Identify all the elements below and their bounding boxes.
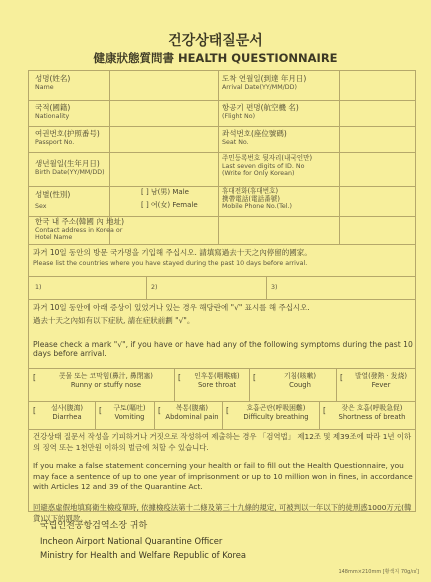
symptoms-intro-zh: 過去十天之內如有以下症狀, 請在症狀前劃 "√"。 [33,315,195,325]
symptom-checkbox[interactable]: [ [33,373,36,382]
rule [249,368,250,401]
symptom-difficulty-breathing-ko: 호흡곤란(呼吸困難) [246,404,306,412]
symptom-fever[interactable] [347,372,415,390]
rule [29,429,415,430]
symptom-checkbox[interactable]: [ [33,406,36,415]
rule [29,276,415,277]
title-mixed: 健康狀態質問書 HEALTH QUESTIONNAIRE [93,51,338,65]
symptom-checkbox[interactable]: [ [226,406,229,415]
penalty-notice-en: If you make a false statement concerning your health or fail to fill out the Health Questionnaire, you may face a sentence of up to one year of imprisonment or up to 10 million won in fines, in accordance with Articles 12 and 39 of the Quarantine Act. [33,461,413,492]
symptom-cough-en: Cough [289,380,311,389]
address-input[interactable] [119,218,415,243]
symptom-checkbox[interactable]: [ [99,406,102,415]
country-slot-2[interactable]: 2) [151,284,158,291]
symptoms-intro-en: Please check a mark "√", if you have or have had any of the following symptoms during the past 10 days before arrival. [33,340,413,359]
symptom-shortness-of-breath-ko: 잦은 호흡(呼吸急促) [341,404,403,412]
addressee-ko: 국립인천공항검역소장 귀하 [40,521,148,531]
countries-prompt-ko: 과거 10일 동안의 방문 국가명을 기입해 주십시오. 請填寫過去十天之內停留的國家。 [33,248,312,257]
field-name-en: Name [35,83,54,91]
symptom-fever-ko: 발열(發熱 · 发烧) [354,372,408,380]
symptom-runny-nose-en: Runny or stuffy nose [70,380,142,389]
symptom-sore-throat[interactable] [186,372,248,390]
symptom-sore-throat-en: Sore throat [197,380,237,389]
sex-female-checkbox[interactable]: [ ] 여(女) Female [141,201,198,209]
field-flight-ko: 항공기 편명(航空機 名) [222,103,299,112]
countries-prompt-en: Please list the countries where you have stayed during the past 10 days before arrival. [33,259,308,267]
seat-input[interactable] [340,127,416,151]
symptom-runny-nose[interactable] [41,372,171,390]
symptom-diarrhea[interactable] [39,404,95,422]
addressee-en1: Incheon Airport National Quarantine Officer [40,536,223,546]
field-sex [35,191,70,210]
field-id-number-en: Last seven digits of ID. No [222,162,305,170]
field-sex-ko: 성별(性別) [35,190,71,199]
field-id-number [222,155,312,177]
penalty-notice-zh: 回避惑虛假地填寫衛生檢疫單時, 依據檢疫法第十二條及第三十九條的規定, 可被判以一年以下的徒刑惑1000万元(韓貨)以下的罰款。 [33,503,412,523]
field-passport-en: Passport No. [35,138,75,146]
symptom-runny-nose-ko: 콧물 또는 코막힘(鼻汁, 鼻閉塞) [59,372,153,380]
field-seat-ko: 좌석번호(座位號碼) [222,129,287,138]
rule [222,401,223,429]
symptom-difficulty-breathing-en: Difficulty breathing [243,412,309,421]
symptom-abdominal-pain[interactable] [162,404,222,422]
field-id-number-ko: 주민등록번호 뒷자리(내국인만) [222,154,313,162]
symptom-shortness-of-breath-en: Shortness of breath [338,412,406,421]
nationality-input[interactable] [110,101,217,125]
symptom-cough-ko: 기침(咳嗽) [283,372,317,380]
symptom-checkbox[interactable]: [ [158,406,161,415]
country-slot-1[interactable]: 1) [35,284,42,291]
symptom-checkbox[interactable]: [ [323,406,326,415]
field-sex-en: Sex [35,202,47,210]
symptom-checkbox[interactable]: [ [178,373,181,382]
symptom-sore-throat-ko: 인후통(咽喉痛) [194,372,240,380]
countries-prompt [33,249,312,267]
rule [29,299,415,300]
symptom-checkbox[interactable]: [ [340,373,343,382]
symptom-vomiting[interactable] [105,404,154,422]
mobile-input[interactable] [340,187,416,215]
rule [174,368,175,401]
field-birth-date-ko: 생년월일(生年月日) [35,159,100,168]
field-passport [35,130,100,146]
field-arrival-date-ko: 도착 연월일(到達 年月日) [222,74,307,83]
field-mobile-zh: 携帶電話(電話番號) [222,194,280,203]
rule [336,368,337,401]
field-arrival-date [222,75,306,91]
field-address-ko: 한국 내 주소(韓國 內 地址) [35,217,125,226]
field-arrival-date-en: Arrival Date(YY/MM/DD) [222,83,297,91]
name-input[interactable] [110,72,217,99]
symptom-checkbox[interactable]: [ [253,373,256,382]
field-birth-date-en: Birth Date(YY/MM/DD) [35,168,105,176]
symptoms-intro [33,304,310,329]
arrival-date-input[interactable] [340,72,416,99]
addressee-en2: Ministry for Health and Welfare Republic of Korea [40,550,247,560]
paper-spec-footer: 148mm×210mm [황색지 70g/㎡] [338,569,419,575]
field-address-en2: Hotel Name [35,233,73,241]
field-name [35,75,70,91]
symptom-abdominal-pain-en: Abdominal pain [165,412,219,421]
rule [95,401,96,429]
symptoms-intro-ko: 과거 10일 동안에 아래 증상이 있었거나 있는 경우 해당란에 "√" 표시를 해 주십시오. [33,303,310,312]
field-nationality-ko: 국적(國籍) [35,103,71,112]
symptom-cough[interactable] [265,372,335,390]
field-name-ko: 성명(姓名) [35,74,71,83]
field-seat [222,130,287,146]
rule [29,244,415,245]
passport-input[interactable] [110,127,217,151]
field-mobile-en: Mobile Phone No.(Tel.) [222,203,292,211]
field-nationality-en: Nationality [35,112,70,120]
symptom-diarrhea-ko: 설사(腹瀉) [50,404,84,412]
symptom-difficulty-breathing[interactable] [232,404,320,422]
field-passport-ko: 여권번호(护照番号) [35,129,100,138]
rule [146,276,147,299]
symptom-vomiting-en: Vomiting [114,412,145,421]
symptom-abdominal-pain-ko: 복통(腹痛) [175,404,209,412]
field-address-en: Contact address in Korea or [35,226,123,234]
field-seat-en: Seat No. [222,138,249,146]
field-birth-date [35,160,105,176]
field-mobile-ko: 휴대전화(휴대번호) [222,187,279,195]
sex-male-checkbox[interactable]: [ ] 남(男) Male [141,188,189,196]
field-mobile [222,188,292,210]
symptom-vomiting-ko: 구토(嘔吐) [113,404,146,412]
field-flight [222,104,299,120]
symptom-fever-en: Fever [371,380,391,389]
penalty-notice-ko: 건강상태 질문서 작성을 기피하거나 거짓으로 작성하여 제출하는 경우 「검역법」 제12조 및 제39조에 따라 1년 이하의 징역 또는 1천만원 이하의 벌금에 처할 수 있습니다. [33,432,412,452]
field-address [35,218,124,241]
field-flight-en: (Flight No) [222,112,256,120]
title-korean: 건강상태질문서 [168,33,263,49]
birth-date-input[interactable] [110,153,217,185]
rule [154,401,155,429]
flight-input[interactable] [340,101,416,125]
country-slot-3[interactable]: 3) [271,284,278,291]
symptom-diarrhea-en: Diarrhea [52,412,82,421]
rule [29,368,415,369]
field-id-number-note: (Write for Only Korean) [222,169,295,177]
id-number-input[interactable] [340,153,416,185]
symptom-shortness-of-breath[interactable] [328,404,416,422]
rule [266,276,267,299]
field-nationality [35,104,70,120]
